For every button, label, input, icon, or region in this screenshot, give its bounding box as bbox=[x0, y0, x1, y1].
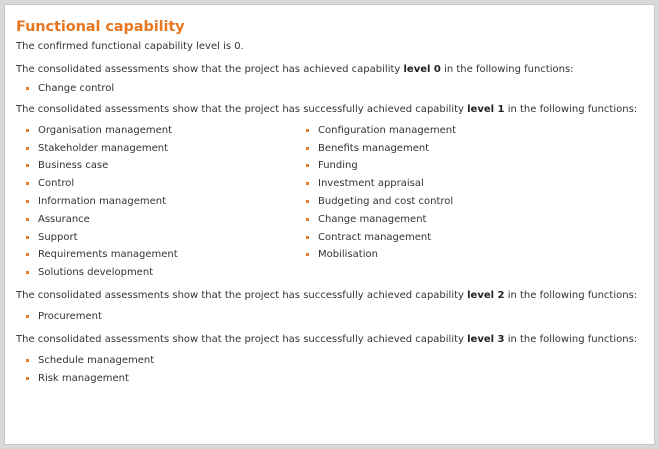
function-label: Support bbox=[38, 231, 78, 243]
level-label: level 0 bbox=[403, 64, 441, 75]
bullet-icon bbox=[306, 182, 309, 185]
function-label: Investment appraisal bbox=[318, 178, 424, 190]
list-item bbox=[296, 140, 596, 158]
function-label: Schedule management bbox=[38, 354, 155, 366]
function-label: Budgeting and cost control bbox=[318, 195, 454, 207]
level-2-function-list bbox=[16, 308, 646, 326]
list-item bbox=[296, 211, 596, 229]
function-label: Business case bbox=[38, 160, 109, 172]
function-label: Solutions development bbox=[38, 267, 154, 279]
list-item bbox=[16, 352, 646, 370]
level-label: level 3 bbox=[467, 333, 505, 345]
list-item bbox=[16, 140, 296, 158]
level-2-statement bbox=[16, 289, 646, 303]
list-item bbox=[296, 193, 596, 211]
list-item bbox=[16, 122, 296, 140]
list-item bbox=[16, 229, 296, 247]
bullet-icon bbox=[306, 253, 309, 256]
bullet-icon bbox=[26, 377, 29, 380]
bullet-icon bbox=[26, 218, 29, 221]
statement-text: in the following functions: bbox=[504, 333, 638, 345]
bullet-icon bbox=[26, 236, 29, 239]
bullet-icon bbox=[306, 164, 309, 167]
bullet-icon bbox=[26, 200, 29, 203]
panel-content bbox=[16, 17, 646, 387]
level-label: level 2 bbox=[467, 289, 505, 301]
bullet-icon bbox=[26, 315, 29, 318]
list-item bbox=[16, 308, 646, 326]
statement-text: The consolidated assessments show that the project has successfully achieved capability bbox=[16, 333, 468, 345]
statement-text: The consolidated assessments show that the project has successfully achieved capability bbox=[16, 289, 468, 301]
bullet-icon bbox=[26, 164, 29, 167]
level-1-statement bbox=[16, 103, 646, 117]
list-item bbox=[296, 246, 596, 264]
level-1-function-list-left bbox=[16, 122, 296, 282]
function-label: Information management bbox=[38, 195, 167, 207]
bullet-icon bbox=[306, 147, 309, 150]
bullet-icon bbox=[26, 359, 29, 362]
statement-text: in the following functions: bbox=[504, 289, 638, 301]
section-title: Functional capability bbox=[16, 19, 185, 35]
function-label: Requirements management bbox=[38, 249, 178, 261]
function-label: Assurance bbox=[38, 213, 90, 225]
list-item bbox=[296, 122, 596, 140]
level-0-statement bbox=[16, 63, 646, 77]
level-3-function-list bbox=[16, 352, 646, 388]
function-label: Control bbox=[38, 178, 75, 190]
level-1-function-list-right bbox=[296, 122, 596, 282]
list-item bbox=[16, 370, 646, 388]
bullet-icon bbox=[26, 147, 29, 150]
list-item bbox=[16, 193, 296, 211]
function-label: Contract management bbox=[318, 231, 432, 243]
statement-text: in the following functions: bbox=[440, 64, 574, 75]
list-item bbox=[16, 157, 296, 175]
level-label: level 1 bbox=[467, 103, 505, 115]
capability-panel bbox=[4, 4, 655, 445]
list-item bbox=[16, 264, 296, 282]
list-item bbox=[296, 175, 596, 193]
list-item bbox=[296, 157, 596, 175]
list-item bbox=[16, 175, 296, 193]
bullet-icon bbox=[306, 200, 309, 203]
function-label: Mobilisation bbox=[318, 249, 378, 261]
bullet-icon bbox=[26, 87, 29, 90]
statement-text: in the following functions: bbox=[504, 103, 638, 115]
function-label: Procurement bbox=[38, 310, 102, 322]
function-label: Organisation management bbox=[38, 124, 173, 136]
bullet-icon bbox=[306, 218, 309, 221]
function-label: Stakeholder management bbox=[38, 142, 168, 154]
statement-text: The consolidated assessments show that the project has successfully achieved capability bbox=[16, 103, 468, 115]
level-1-function-columns bbox=[16, 122, 646, 282]
bullet-icon bbox=[306, 129, 309, 132]
statement-text: The consolidated assessments show that the project has achieved capability bbox=[16, 64, 404, 75]
function-label: Configuration management bbox=[318, 124, 456, 136]
function-label: Benefits management bbox=[318, 142, 430, 154]
function-label: Change control bbox=[38, 83, 115, 94]
bullet-icon bbox=[26, 129, 29, 132]
intro-text: The confirmed functional capability level is 0. bbox=[16, 41, 244, 52]
level-3-statement bbox=[16, 333, 646, 347]
list-item bbox=[16, 246, 296, 264]
list-item bbox=[16, 80, 646, 98]
list-item bbox=[16, 211, 296, 229]
list-item bbox=[296, 229, 596, 247]
bullet-icon bbox=[26, 182, 29, 185]
function-label: Funding bbox=[318, 160, 358, 172]
bullet-icon bbox=[26, 253, 29, 256]
level-0-function-list bbox=[16, 80, 646, 98]
function-label: Change management bbox=[318, 213, 427, 225]
bullet-icon bbox=[26, 271, 29, 274]
function-label: Risk management bbox=[38, 372, 129, 384]
bullet-icon bbox=[306, 236, 309, 239]
